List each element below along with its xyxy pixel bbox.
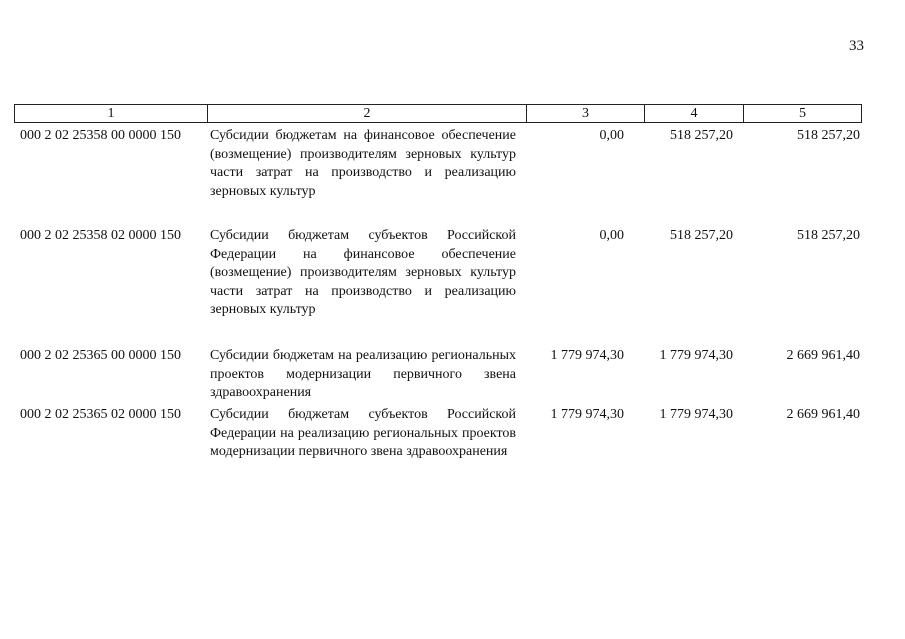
amount-col4: 518 257,20	[670, 228, 733, 243]
amount-col4: 518 257,20	[670, 128, 733, 143]
amount-col4: 1 779 974,30	[659, 407, 733, 422]
amount-col3: 1 779 974,30	[550, 407, 624, 422]
budget-code: 000 2 02 25365 02 0000 150	[20, 407, 181, 422]
amount-col5: 518 257,20	[797, 128, 860, 143]
row-description: Субсидии бюджетам на финансовое обеспечение (возмещение) производителям зерновых культур части затрат на производство и реализацию зерновых культур	[210, 128, 516, 199]
column-header-3: 3	[527, 105, 645, 122]
amount-col3: 0,00	[599, 128, 624, 143]
column-header-5: 5	[799, 106, 806, 121]
amount-col5: 2 669 961,40	[786, 407, 860, 422]
amount-col3: 0,00	[599, 228, 624, 243]
budget-code: 000 2 02 25365 00 0000 150	[20, 348, 181, 363]
budget-code: 000 2 02 25358 02 0000 150	[20, 228, 181, 243]
budget-code: 000 2 02 25358 00 0000 150	[20, 128, 181, 143]
row-description: Субсидии бюджетам на реализацию региональных проектов модернизации первичного звена здравоохранения	[210, 348, 516, 400]
page-number: 33	[849, 38, 864, 54]
column-header-1: 1	[15, 105, 208, 122]
column-header-2: 2	[208, 105, 527, 122]
row-description: Субсидии бюджетам субъектов Российской Федерации на финансовое обеспечение (возмещение) производителям зерновых культур части затрат на производство и реализацию зерновых культур	[210, 228, 516, 317]
column-header-4: 4	[645, 105, 744, 122]
amount-col3: 1 779 974,30	[550, 348, 624, 363]
amount-col5: 518 257,20	[797, 228, 860, 243]
table-header-row	[14, 104, 862, 123]
amount-col5: 2 669 961,40	[786, 348, 860, 363]
row-description: Субсидии бюджетам субъектов Российской Федерации на реализацию региональных проектов модернизации первичного звена здравоохранения	[210, 407, 516, 459]
amount-col4: 1 779 974,30	[659, 348, 733, 363]
